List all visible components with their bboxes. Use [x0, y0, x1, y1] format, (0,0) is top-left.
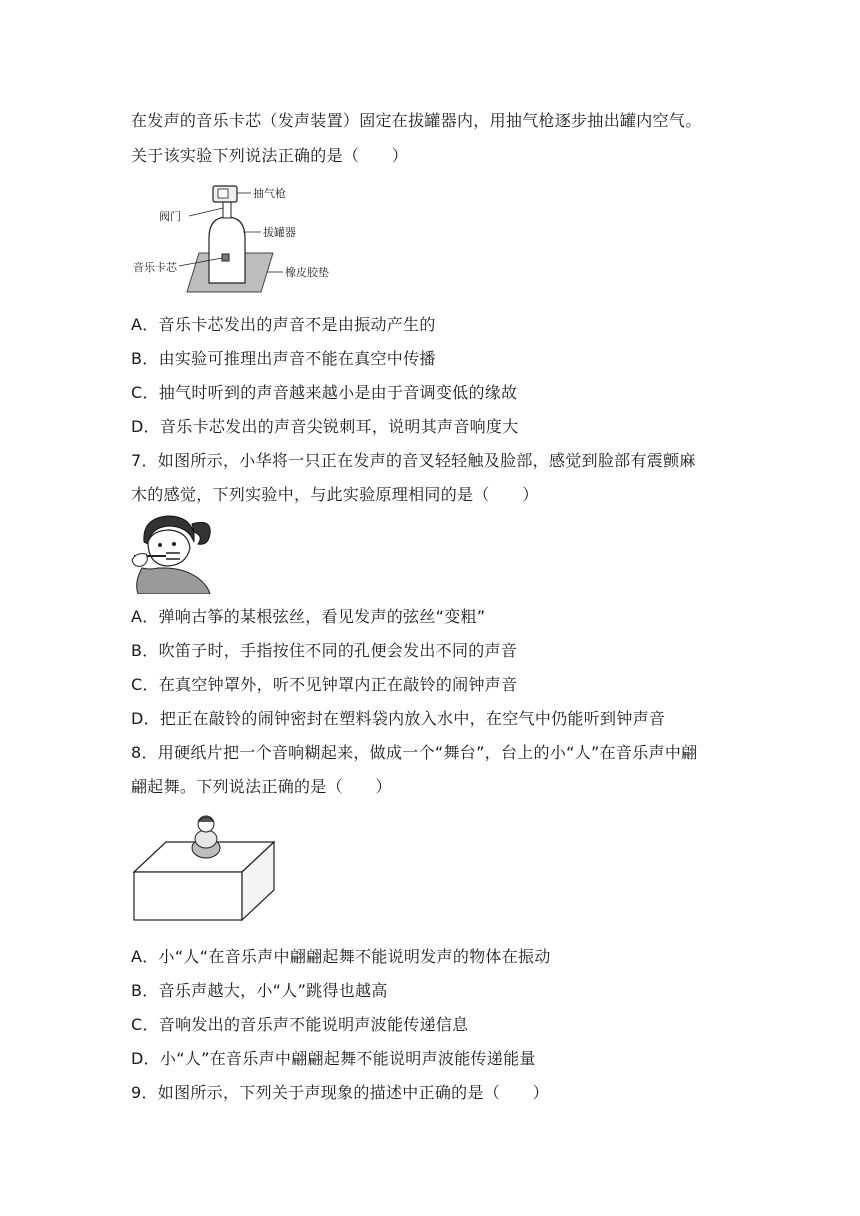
- stage-front-shape: [134, 872, 242, 920]
- q7-option-d: D．把正在敲铃的闹钟密封在塑料袋内放入水中，在空气中仍能听到钟声音: [131, 709, 666, 728]
- eye-shape: [158, 543, 162, 547]
- q6-option-b: B．由实验可推理出声音不能在真空中传播: [131, 349, 436, 368]
- valve-shape: [223, 202, 231, 218]
- pump-label: 抽气枪: [253, 187, 286, 200]
- eye-shape: [172, 542, 176, 546]
- face-shape: [148, 530, 190, 566]
- q7-girl-tuning-fork-figure: [128, 512, 224, 594]
- pump-window-shape: [218, 189, 228, 198]
- body-shape: [137, 568, 210, 594]
- q6-option-a: A．音乐卡芯发出的声音不是由振动产生的: [131, 315, 436, 334]
- q7-stem-line-2: 木的感觉，下列实验中，与此实验原理相同的是（ ）: [131, 485, 539, 504]
- cupping-jar-shape: [209, 217, 245, 283]
- valve-label: 阀门: [159, 210, 181, 223]
- q7-option-c: C．在真空钟罩外，听不见钟罩内正在敲铃的闹钟声音: [131, 675, 518, 694]
- q8-option-a: A．小“人“在音乐声中翩翩起舞不能说明发声的物体在振动: [131, 947, 551, 966]
- q8-speaker-stage-figure: [128, 808, 278, 926]
- q9-stem-line-1: 9．如图所示，下列关于声现象的描述中正确的是（ ）: [131, 1083, 549, 1102]
- q8-stem-line-2: 翩起舞。下列说法正确的是（ ）: [131, 777, 392, 796]
- q7-option-a: A．弹响古筝的某根弦丝，看见发声的弦丝“变粗”: [131, 607, 486, 626]
- q8-option-c: C．音响发出的音乐声不能说明声波能传递信息: [131, 1015, 469, 1034]
- valve-leader-line: [189, 208, 223, 216]
- q6-option-d: D．音乐卡芯发出的声音尖锐刺耳，说明其声音响度大: [131, 417, 519, 436]
- music-chip-shape: [222, 254, 229, 261]
- q6-stem-line-1: 在发声的音乐卡芯（发声装置）固定在拔罐器内，用抽气枪逐步抽出罐内空气。: [131, 111, 702, 130]
- cup-label: 拔罐器: [263, 226, 296, 239]
- q6-cupping-experiment-figure: [131, 180, 341, 295]
- q8-option-b: B．音乐声越大，小“人”跳得也越高: [131, 981, 388, 1000]
- q6-option-c: C．抽气时听到的声音越来越小是由于音调变低的缘故: [131, 383, 518, 402]
- q7-option-b: B．吹笛子时，手指按住不同的孔便会发出不同的声音: [131, 641, 518, 660]
- q8-stem-line-1: 8．用硬纸片把一个音响糊起来，做成一个“舞台”，台上的小“人”在音乐声中翩: [131, 743, 698, 762]
- paper-person-body-shape: [195, 830, 217, 848]
- q7-stem-line-1: 7．如图所示，小华将一只正在发声的音叉轻轻触及脸部，感觉到脸部有震颤麻: [131, 451, 696, 470]
- ponytail-shape: [192, 522, 210, 544]
- q8-option-d: D．小“人”在音乐声中翩翩起舞不能说明声波能传递能量: [131, 1049, 536, 1068]
- pad-label: 橡皮胶垫: [285, 266, 329, 279]
- chip-label: 音乐卡芯: [133, 261, 177, 274]
- q6-stem-line-2: 关于该实验下列说法正确的是（ ）: [131, 146, 409, 165]
